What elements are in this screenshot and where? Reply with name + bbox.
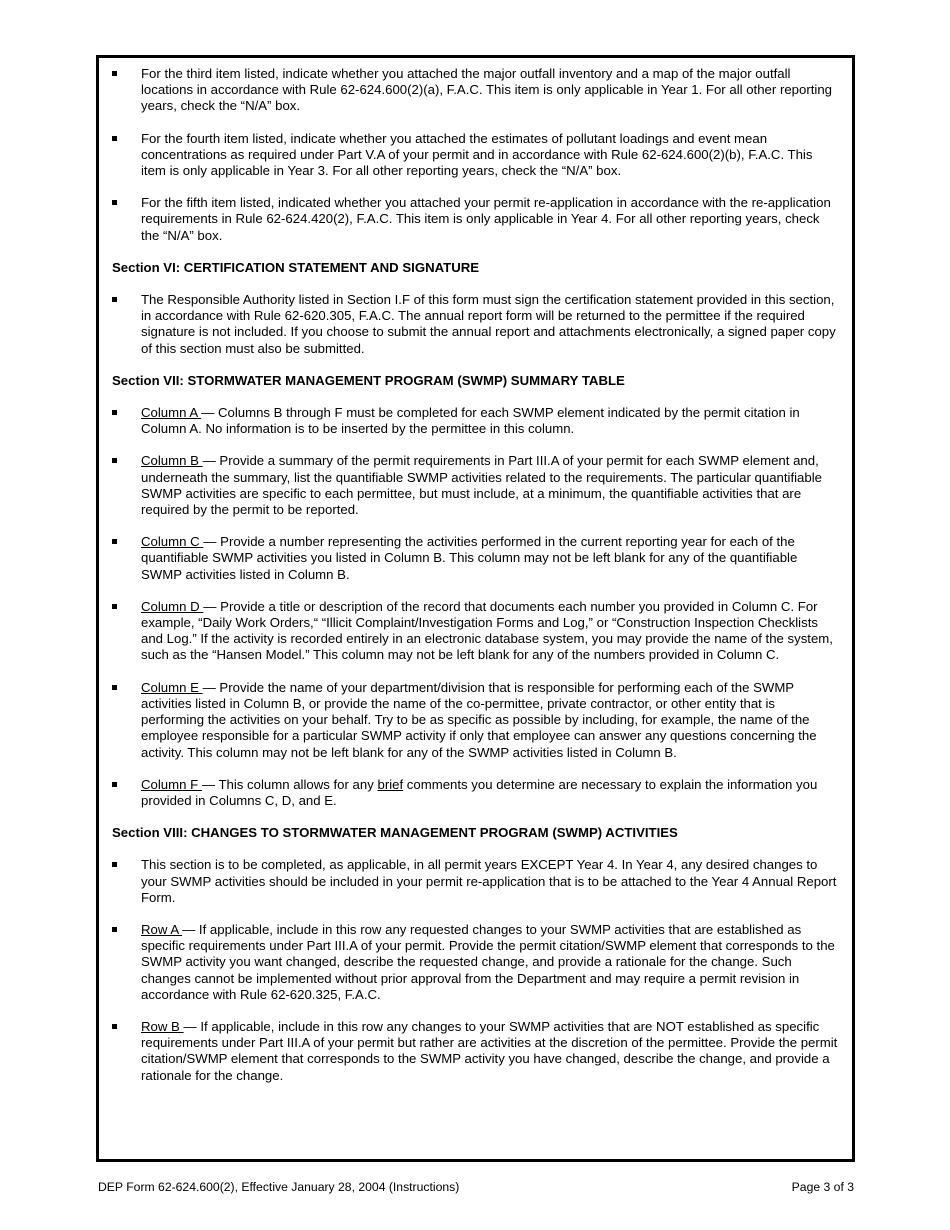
bullet-item-section-viii-intro [112, 857, 840, 906]
row-a-label: Row A [141, 921, 183, 937]
bullet-text: — Provide a number representing the activities performed in the current reporting year for each of the quantifiable SWMP activities you listed in Column B. This column may not be left blank for any of the quantifiable SWMP activities listed in Column B. [141, 534, 798, 582]
section-viii-heading: Section VIII: CHANGES TO STORMWATER MANAGEMENT PROGRAM (SWMP) ACTIVITIES [112, 825, 678, 841]
bullet-icon [112, 458, 117, 463]
bullet-text: The Responsible Authority listed in Section I.F of this form must sign the certification statement provided in this section, in accordance with Rule 62-620.305, F.A.C. The annual report form will be returned to the permittee if the required signature is not included. If you choose to submit the annual report and attachments electronically, a signed paper copy of this section must also be submitted. [141, 292, 836, 356]
bullet-text: For the fourth item listed, indicate whether you attached the estimates of pollutant loadings and event mean concentrations as required under Part V.A of your permit and in accordance with Rule 62-624.600(2)(b), F.A.C. This item is only applicable in Year 3. For all other reporting years, check the “N/A” box. [141, 130, 813, 179]
instructions-content [112, 66, 840, 1100]
column-a-label: Column A [141, 405, 202, 421]
bullet-text: This section is to be completed, as applicable, in all permit years EXCEPT Year 4. In Year 4, any desired changes to your SWMP activities should be included in your permit re-application that is to be attached to the Year 4 Annual Report Form. [141, 857, 837, 905]
section-vii-heading: Section VII: STORMWATER MANAGEMENT PROGRAM (SWMP) SUMMARY TABLE [112, 372, 625, 388]
bullet-icon [112, 782, 117, 787]
bullet-item-column-d [112, 599, 840, 664]
column-f-label: Column F [141, 776, 202, 792]
column-d-label: Column D [141, 598, 204, 614]
bullet-item-fourth-item [112, 131, 840, 180]
page-number: Page 3 of 3 [791, 1180, 854, 1194]
bullet-text: comments you determine are necessary to explain the information you provided in Columns C, D, and E. [141, 776, 818, 808]
column-e-label: Column E [141, 679, 203, 695]
bullet-icon [112, 410, 117, 415]
bullet-icon [112, 539, 117, 544]
bullet-item-column-f [112, 777, 840, 809]
bullet-item-certification [112, 292, 840, 357]
section-vi-heading: Section VI: CERTIFICATION STATEMENT AND SIGNATURE [112, 259, 480, 275]
bullet-item-third-item [112, 66, 840, 115]
bullet-icon [112, 71, 117, 76]
bullet-item-column-a [112, 405, 840, 437]
bullet-text: — Columns B through F must be completed for each SWMP element indicated by the permit citation in Column A. No information is to be inserted by the permittee in this column. [141, 405, 800, 437]
bullet-icon [112, 927, 117, 932]
bullet-text: — Provide a summary of the permit requirements in Part III.A of your permit for each SWMP element and, underneath the summary, list the quantifiable SWMP activities related to the requirements. The particular quantifiable SWMP activities are specific to each permittee, but must include, at a minimum, the quantifiable activities that are required by the permit to be reported. [141, 453, 822, 518]
bullet-item-fifth-item [112, 195, 840, 244]
bullet-text: — This column allows for any [201, 776, 378, 792]
bullet-item-row-b [112, 1019, 840, 1084]
bullet-text: — Provide the name of your department/division that is responsible for performing each of the SWMP activities listed in Column B, or provide the name of the co-permittee, private contractor, or other entity that is performing the activities on your behalf. Try to be as specific as possible by including, for example, the name of the employee responsible for a particular SWMP activity if only that employee can answer any questions concerning the activity. This column may not be left blank for any of the SWMP activities listed in Column B. [141, 679, 817, 760]
bullet-item-row-a [112, 922, 840, 1003]
bullet-text: — Provide a title or description of the record that documents each number you provided in Column C. For example, “Daily Work Orders,“ “Illicit Complaint/Investigation Forms and Log,” or “Construction Inspection Checklists and Log.” If the activity is recorded entirely in an electronic database system, you may provide the name of the system, such as the “Hansen Model.” This column may not be left blank for any of the numbers provided in Column C. [141, 598, 833, 663]
column-c-label: Column C [141, 534, 204, 550]
brief-emphasis: brief [377, 776, 404, 792]
bullet-text: — If applicable, include in this row any requested changes to your SWMP activities that are established as specific requirements under Part III.A of your permit. Provide the permit citation/SWMP element that corresponds to the SWMP activity you want changed, describe the requested change, and provide a rationale for the change. Such changes cannot be implemented without prior approval from the Department and may require a permit revision in accordance with Rule 62-620.325, F.A.C. [141, 921, 835, 1002]
column-b-label: Column B [141, 453, 203, 469]
bullet-icon [112, 297, 117, 302]
bullet-icon [112, 200, 117, 205]
bullet-item-column-b [112, 453, 840, 518]
bullet-item-column-e [112, 680, 840, 761]
bullet-icon [112, 862, 117, 867]
bullet-text: — If applicable, include in this row any changes to your SWMP activities that are NOT established as specific requirements under Part III.A of your permit but rather are activities at the discretion of the permittee. Provide the permit citation/SWMP element that corresponds to the SWMP activity you have changed, describe the change, and provide a rationale for the change. [141, 1018, 838, 1083]
row-b-label: Row B [141, 1018, 184, 1034]
bullet-icon [112, 136, 117, 141]
instructions-frame [96, 55, 855, 1162]
bullet-icon [112, 604, 117, 609]
form-footer-citation: DEP Form 62-624.600(2), Effective January 28, 2004 (Instructions) [98, 1180, 460, 1194]
bullet-text: For the third item listed, indicate whether you attached the major outfall inventory and a map of the major outfall locations in accordance with Rule 62-624.600(2)(a), F.A.C. This item is only applicable in Year 1. For all other reporting years, check the “N/A” box. [141, 66, 832, 114]
bullet-icon [112, 1024, 117, 1029]
bullet-text: For the fifth item listed, indicated whether you attached your permit re-application in accordance with the re-application requirements in Rule 62-624.420(2), F.A.C. This item is only applicable in Year 4. For all other reporting years, check the “N/A” box. [141, 195, 831, 243]
bullet-icon [112, 685, 117, 690]
bullet-item-column-c [112, 534, 840, 583]
